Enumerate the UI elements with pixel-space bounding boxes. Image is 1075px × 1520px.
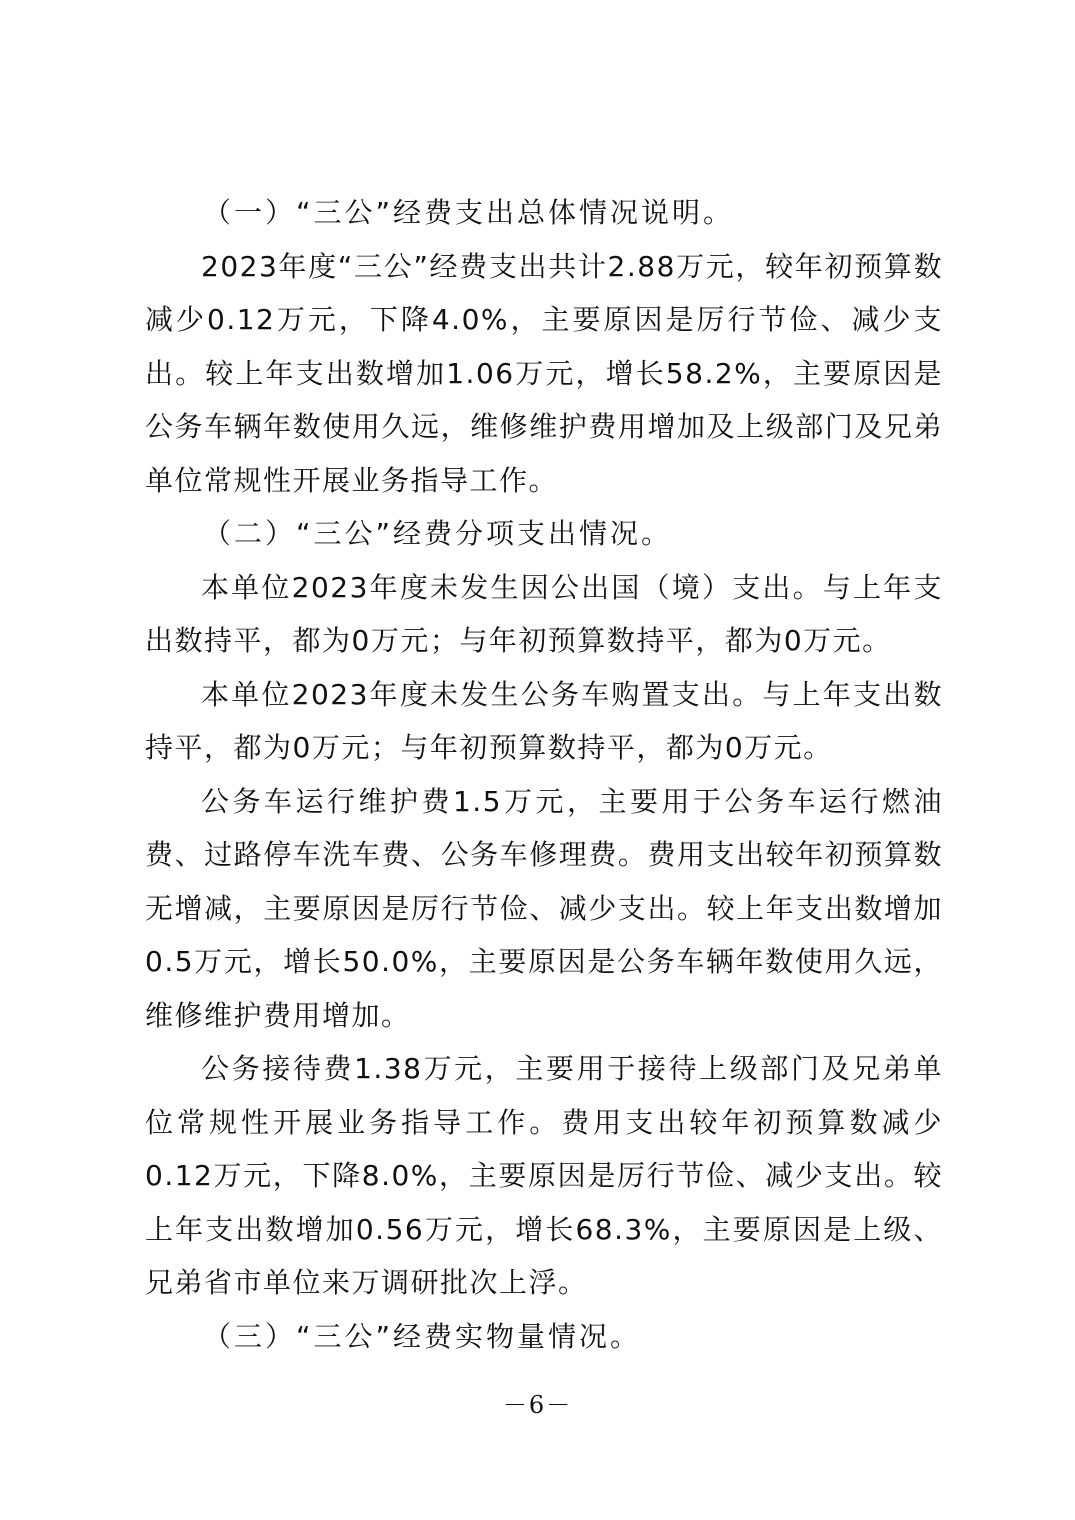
document-body [145, 186, 943, 1363]
page-number: －6－ [502, 1391, 573, 1419]
section-1-paragraph: 2023年度“三公”经费支出共计2.88万元，较年初预算数减少0.12万元，下降4.0%，主要原因是厉行节俭、减少支出。较上年支出数增加1.06万元，增长58.2%，主要原因是公务车辆年数使用久远，维修维护费用增加及上级部门及兄弟单位常规性开展业务指导工作。 [145, 249, 943, 497]
reception-expense-paragraph: 公务接待费1.38万元，主要用于接待上级部门及兄弟单位常规性开展业务指导工作。费用支出较年初预算数减少0.12万元，下降8.0%，主要原因是厉行节俭、减少支出。较上年支出数增加0.56万元，增长68.3%，主要原因是上级、兄弟省市单位来万调研批次上浮。 [145, 1052, 943, 1299]
section-1-heading: （一）“三公”经费支出总体情况说明。 [203, 196, 735, 229]
vehicle-operation-paragraph: 公务车运行维护费1.5万元，主要用于公务车运行燃油费、过路停车洗车费、公务车修理费。费用支出较年初预算数无增减，主要原因是厉行节俭、减少支出。较上年支出数增加0.5万元，增长50.0%，主要原因是公务车辆年数使用久远，维修维护费用增加。 [145, 784, 943, 1032]
abroad-expense-paragraph: 本单位2023年度未发生因公出国（境）支出。与上年支出数持平，都为0万元；与年初预算数持平，都为0万元。 [145, 570, 943, 657]
section-3-heading: （三）“三公”经费实物量情况。 [203, 1319, 642, 1353]
vehicle-purchase-paragraph: 本单位2023年度未发生公务车购置支出。与上年支出数持平，都为0万元；与年初预算数持平，都为0万元。 [145, 677, 943, 764]
section-2-heading: （二）“三公”经费分项支出情况。 [203, 517, 673, 550]
